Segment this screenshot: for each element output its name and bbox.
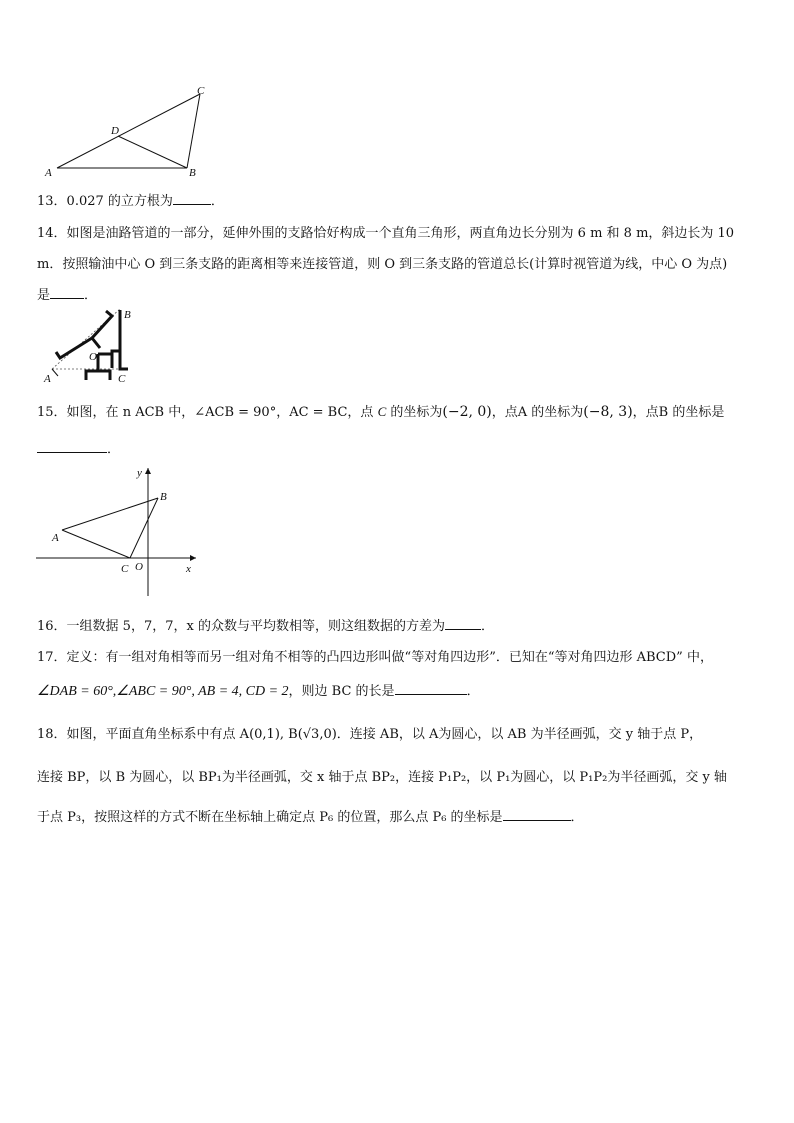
q14-text-1: 如图是油路管道的一部分，延伸外围的支路恰好构成一个直角三角形，两直角边长分别为 6 m 和 8 m，斜边长为 10 — [66, 226, 735, 241]
q17-text-2: ，则边 BC 的长是 — [288, 684, 395, 699]
q14-number: 14． — [37, 226, 67, 241]
label-x: x — [186, 563, 191, 575]
label-d: D — [111, 125, 119, 137]
pipeline-figure — [40, 306, 150, 386]
question-18-line-2 — [37, 766, 727, 785]
question-14-line-1 — [37, 222, 734, 241]
q16-text: 一组数据 5，7，7，x 的众数与平均数相等，则这组数据的方差为 — [66, 619, 445, 634]
label-b: B — [189, 167, 196, 178]
q17-text-1: 定义：有一组对角相等而另一组对角不相等的凸四边形叫做“等对角四边形”．已知在“等对角四边形 ABCD” 中， — [66, 650, 713, 665]
q16-period: ． — [480, 619, 494, 634]
label-c: C — [197, 85, 205, 97]
question-16 — [37, 615, 494, 634]
q14-answer-blank[interactable] — [50, 286, 84, 299]
q17-period: ． — [466, 684, 480, 699]
label-b: B — [124, 309, 131, 321]
label-a: A — [44, 373, 51, 385]
q15-number: 15． — [37, 405, 67, 420]
q17-formula: ∠DAB = 60°,∠ABC = 90°, AB = 4, CD = 2 — [37, 684, 289, 699]
question-15 — [37, 401, 724, 420]
question-17-line-1 — [37, 646, 713, 665]
question-14-line-2 — [37, 253, 727, 272]
q15-point-c: C — [377, 404, 387, 419]
q15-period: ． — [107, 442, 121, 457]
label-y: y — [137, 467, 142, 479]
q15-text-a: 如图，在 — [66, 405, 123, 420]
question-18-line-3 — [37, 806, 584, 825]
label-b: B — [160, 491, 167, 503]
q16-number: 16． — [37, 619, 67, 634]
label-a: A — [52, 532, 59, 544]
q18-text-3: 于点 P₃，按照这样的方式不断在坐标轴上确定点 P₆ 的位置，那么点 P₆ 的坐标是 — [37, 810, 503, 825]
label-o: O — [135, 561, 143, 573]
q18-text-1: 如图，平面直角坐标系中有点 A(0,1), B(√3,0)．连接 AB，以 A为圆心，以 AB 为半径画弧，交 y 轴于点 P， — [66, 727, 703, 742]
q14-period: ． — [84, 288, 98, 303]
q18-answer-blank[interactable] — [503, 808, 571, 821]
q15-text-d: 的坐标为 — [386, 405, 443, 420]
q18-period: ． — [570, 810, 584, 825]
q17-number: 17． — [37, 650, 67, 665]
triangle-figure — [40, 82, 220, 178]
q17-answer-blank[interactable] — [395, 682, 467, 695]
question-18-line-1 — [37, 723, 702, 742]
question-17-line-2 — [37, 680, 480, 700]
q15-text-h: ，点B 的坐标是 — [632, 405, 725, 420]
coordinate-figure — [36, 462, 206, 602]
q15-answer-blank[interactable] — [37, 440, 107, 453]
q16-answer-blank[interactable] — [445, 617, 481, 630]
q18-number: 18． — [37, 727, 67, 742]
q18-text-2: 连接 BP，以 B 为圆心，以 BP₁为半径画弧，交 x 轴于点 BP₂，连接 P₁P₂，以 P₁为圆心，以 P₁P₂为半径画弧，交 y 轴 — [37, 770, 727, 785]
question-14-line-3 — [37, 284, 97, 303]
label-c: C — [121, 563, 129, 575]
q15-coord-c: (−2, 0) — [442, 404, 492, 420]
question-15-line-2 — [37, 438, 120, 457]
label-o: O — [89, 351, 97, 363]
q13-period: ． — [210, 194, 224, 209]
q15-text-b: n ACB 中，∠ACB = 90°，AC = BC，点 — [122, 405, 378, 420]
label-c: C — [118, 373, 126, 385]
q15-coord-a: (−8, 3) — [583, 404, 633, 420]
question-13 — [37, 190, 224, 209]
q15-text-f: ，点A 的坐标为 — [491, 405, 584, 420]
label-a: A — [45, 167, 52, 178]
q13-number: 13． — [37, 194, 67, 209]
q14-text-3: 是 — [37, 288, 51, 303]
q13-answer-blank[interactable] — [173, 192, 211, 205]
q14-text-2: m．按照输油中心 O 到三条支路的距离相等来连接管道，则 O 到三条支路的管道总长(计算时视管道为线，中心 O 为点) — [37, 257, 728, 272]
q13-text: 0.027 的立方根为 — [66, 194, 173, 209]
